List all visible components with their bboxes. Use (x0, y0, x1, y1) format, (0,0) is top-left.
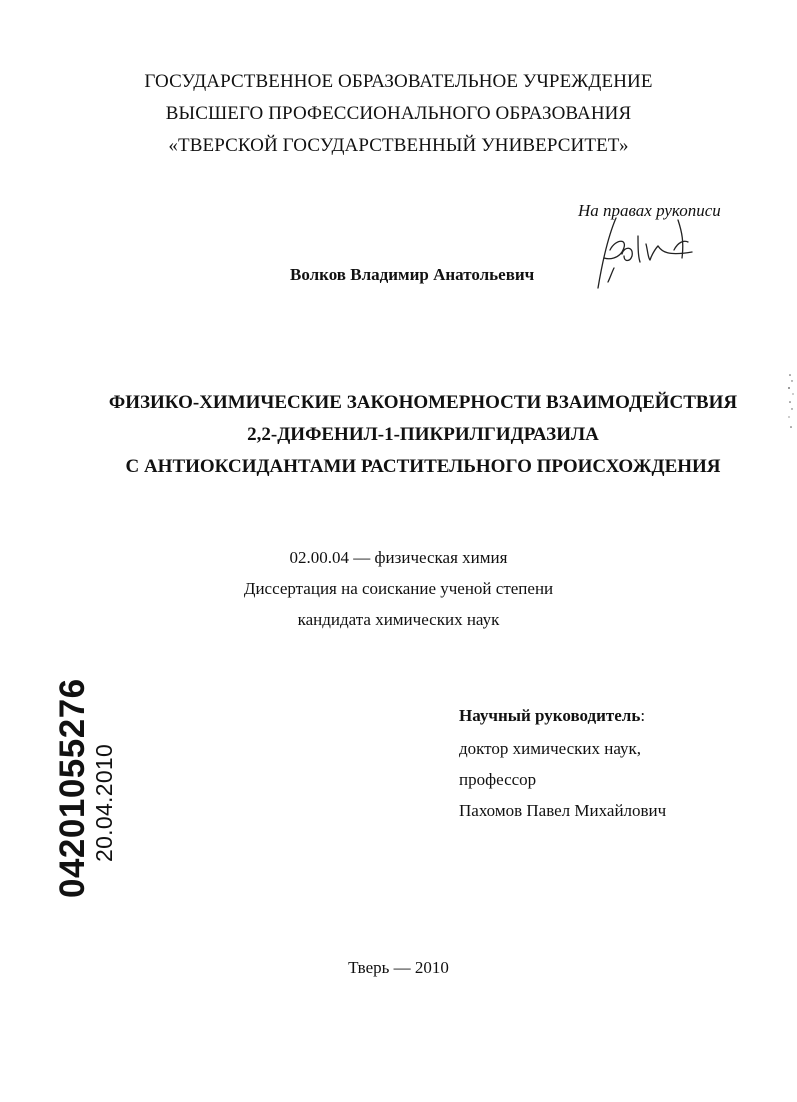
specialty: 02.00.04 — физическая химия (289, 548, 508, 567)
manuscript-note: На правах рукописи (578, 201, 721, 220)
institution-line-1: ГОСУДАРСТВЕННОЕ ОБРАЗОВАТЕЛЬНОЕ УЧРЕЖДЕНИЕ (144, 71, 653, 92)
advisor-heading (459, 706, 645, 726)
title-line-1: ФИЗИКО-ХИМИЧЕСКИЕ ЗАКОНОМЕРНОСТИ ВЗАИМОДЕЙСТВИЯ (108, 392, 738, 413)
advisor-name: Пахомов Павел Михайлович (459, 801, 667, 820)
institution-line-2: ВЫСШЕГО ПРОФЕССИОНАЛЬНОГО ОБРАЗОВАНИЯ (165, 103, 632, 124)
stamp-date: 20.04.2010 (91, 743, 117, 862)
degree-line-1: Диссертация на соискание ученой степени (243, 579, 554, 598)
signature-icon (588, 212, 698, 292)
institution-line-3: «ТВЕРСКОЙ ГОСУДАРСТВЕННЫЙ УНИВЕРСИТЕТ» (168, 135, 629, 156)
stamp-number: 04201055276 (53, 678, 92, 898)
library-stamp (55, 672, 125, 900)
advisor-label: Научный руководитель (459, 706, 641, 725)
footer-city-year: Тверь — 2010 (348, 958, 449, 977)
title-line-2: 2,2-ДИФЕНИЛ-1-ПИКРИЛГИДРАЗИЛА (247, 424, 599, 445)
advisor-degree: доктор химических наук, (459, 739, 642, 758)
advisor-position: профессор (459, 770, 537, 789)
title-line-3: С АНТИОКСИДАНТАМИ РАСТИТЕЛЬНОГО ПРОИСХОЖДЕНИЯ (125, 456, 721, 477)
author-name: Волков Владимир Анатольевич (290, 265, 535, 284)
degree-line-2: кандидата химических наук (297, 610, 500, 629)
advisor-colon: : (640, 706, 646, 725)
scan-specks (786, 372, 796, 432)
